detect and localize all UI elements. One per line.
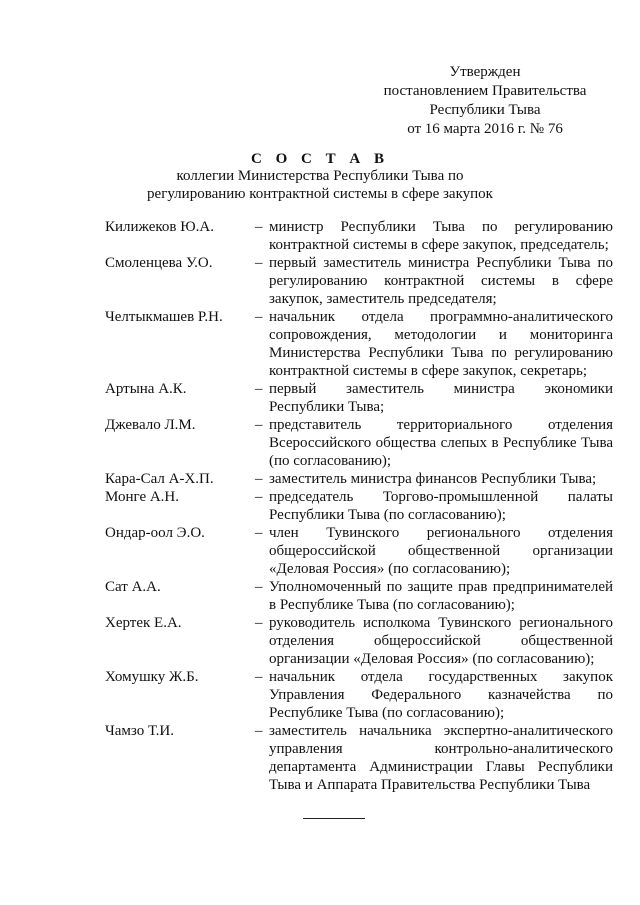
member-dash: – [255,489,263,505]
member-role: первый заместитель министра экономики Республики Тыва; [269,381,613,415]
members-list [105,218,613,794]
member-role: член Тувинского регионального отделения общероссийской общественной организации «Деловая Россия» (по согласованию); [269,525,613,577]
member-dash: – [255,381,263,397]
member-name: Чамзо Т.И. [105,723,174,739]
approval-line-4: от 16 марта 2016 г. № 76 [407,121,563,137]
member-name: Кара-Сал А-Х.П. [105,471,214,487]
member-role: заместитель начальника экспертно-аналитического управления контрольно-аналитического департамента Администрации Главы Республики Тыва и Аппарата Правительства Республики Тыва [269,723,613,793]
member-dash: – [255,579,263,595]
member-dash: – [255,219,263,235]
member-row [105,416,613,470]
member-name: Сат А.А. [105,579,161,595]
subtitle-line-2: регулированию контрактной системы в сфере закупок [147,186,493,202]
member-dash: – [255,255,263,271]
member-row [105,668,613,722]
member-dash: – [255,309,263,325]
member-row [105,218,613,254]
member-name: Хертек Е.А. [105,615,182,631]
subtitle-line-1: коллегии Министерства Республики Тыва по [176,168,464,184]
member-name: Смоленцева У.О. [105,255,213,271]
member-row [105,308,613,380]
approval-block [360,63,610,139]
document-title: С О С Т А В [251,151,389,167]
member-row [105,578,613,614]
member-role: начальник отдела государственных закупок Управления Федерального казначейства по Республике Тыва (по согласованию); [269,669,613,721]
approval-line-3: Республики Тыва [429,102,541,118]
member-row [105,722,613,794]
member-name: Монге А.Н. [105,489,180,505]
member-dash: – [255,525,263,541]
member-dash: – [255,417,263,433]
member-row [105,470,613,488]
member-role: Уполномоченный по защите прав предпринимателей в Республике Тыва (по согласованию); [269,579,613,613]
member-role: первый заместитель министра Республики Тыва по регулированию контрактной системы в сфере закупок, заместитель председателя; [269,255,613,307]
member-role: начальник отдела программно-аналитического сопровождения, методологии и мониторинга Министерства Республики Тыва по регулированию контрактной системы в сфере закупок, секретарь; [269,309,613,379]
member-row [105,488,613,524]
member-dash: – [255,723,263,739]
member-dash: – [255,669,263,685]
member-row [105,254,613,308]
closing-rule [303,818,365,819]
member-role: заместитель министра финансов Республики Тыва; [269,471,597,487]
member-name: Артына А.К. [105,381,187,397]
member-role: председатель Торгово-промышленной палаты Республики Тыва (по согласованию); [269,489,613,523]
approval-line-2: постановлением Правительства [383,83,587,99]
member-dash: – [255,471,263,487]
member-dash: – [255,615,263,631]
member-name: Ондар-оол Э.О. [105,525,205,541]
member-role: министр Республики Тыва по регулированию контрактной системы в сфере закупок, председатель; [269,219,613,253]
member-role: руководитель исполкома Тувинского регионального отделения общероссийской общественной организации «Деловая Россия» (по согласованию); [269,615,613,667]
member-row [105,614,613,668]
member-row [105,380,613,416]
approval-line-1: Утвержден [449,64,521,80]
member-role: представитель территориального отделения Всероссийского общества слепых в Республике Тыва (по согласованию); [269,417,613,469]
member-row [105,524,613,578]
member-name: Челтыкмашев Р.Н. [105,309,223,325]
member-name: Джевало Л.М. [105,417,196,433]
member-name: Килижеков Ю.А. [105,219,214,235]
member-name: Хомушку Ж.Б. [105,669,199,685]
document-subtitle [100,167,540,203]
